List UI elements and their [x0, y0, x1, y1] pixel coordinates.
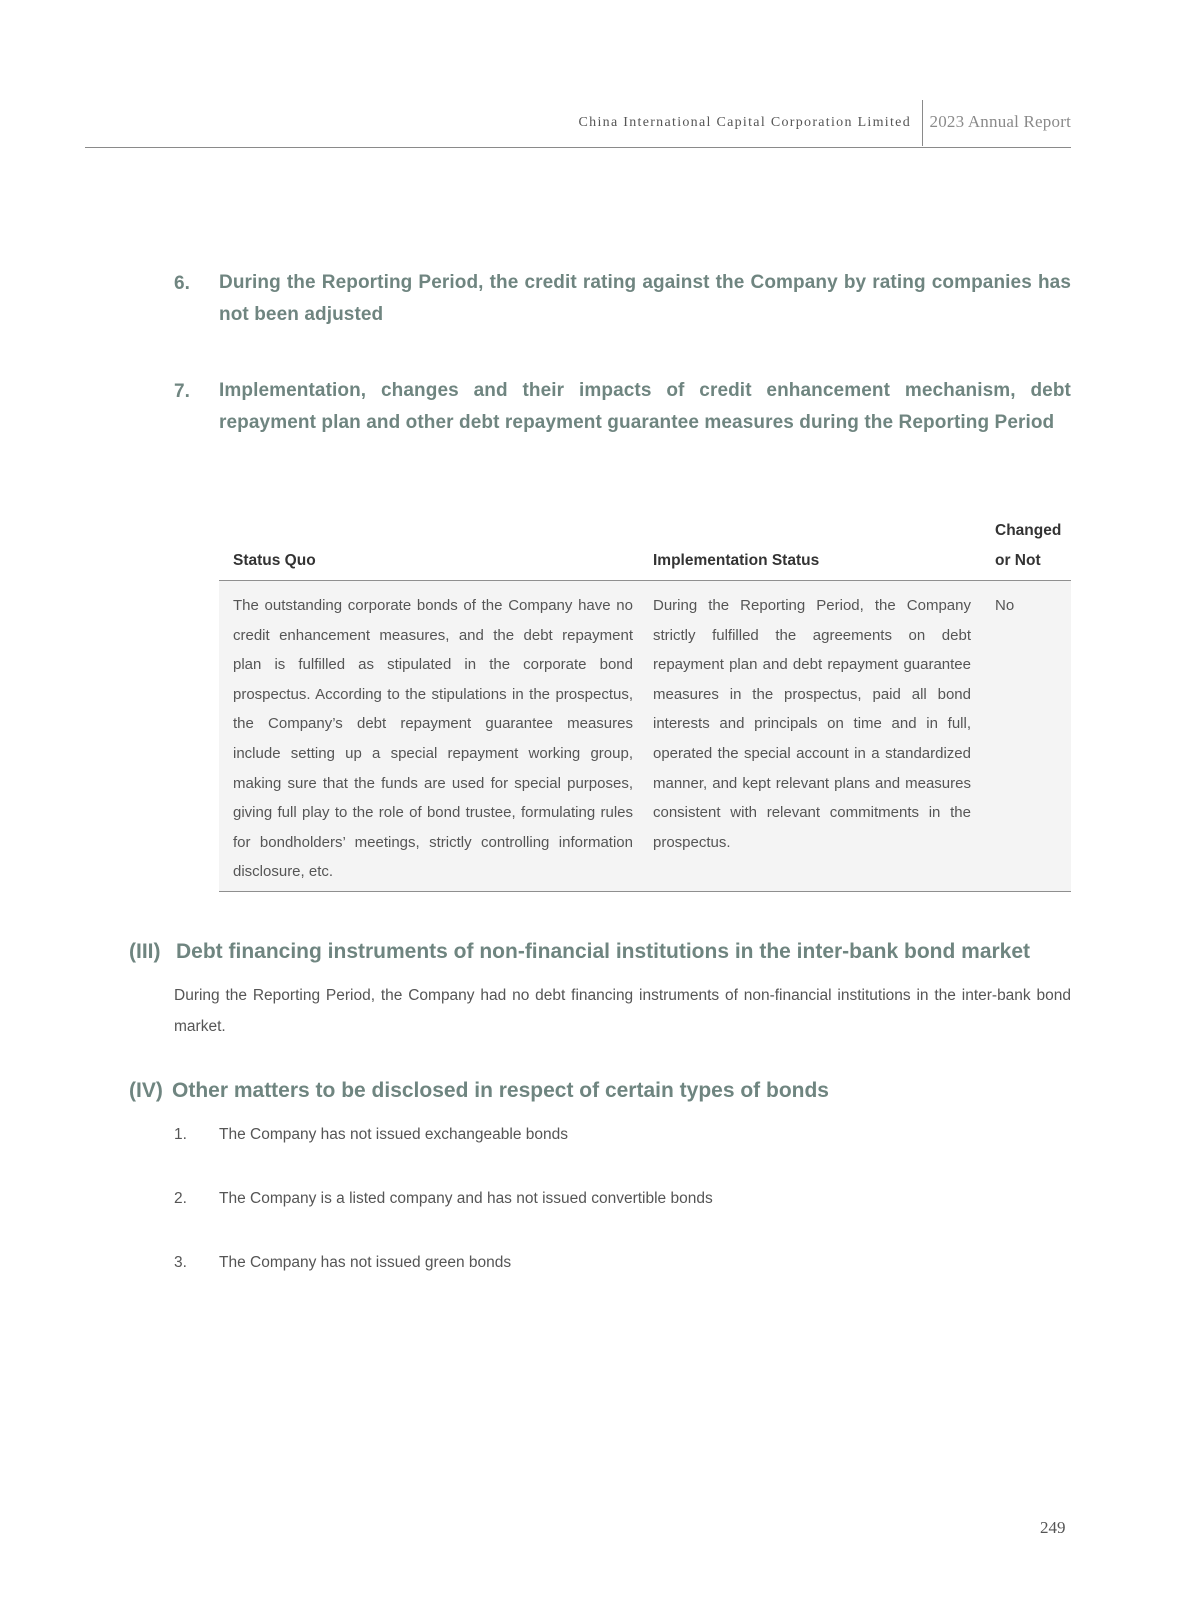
section-iii-title: Debt financing instruments of non-financial institutions in the inter-bank bond market — [176, 940, 1031, 963]
page-header — [85, 100, 1071, 148]
section-iv-heading — [129, 1079, 829, 1103]
table-row — [219, 581, 1071, 892]
table-header — [219, 518, 1071, 581]
header-implementation-status: Implementation Status — [653, 552, 820, 569]
item-6-heading: During the Reporting Period, the credit rating against the Company by rating companies has not been adjusted — [219, 272, 1071, 325]
list-item-2-text: The Company is a listed company and has not issued convertible bonds — [219, 1190, 713, 1207]
list-item-3-number: 3. — [174, 1254, 187, 1271]
cell-implementation-status: During the Reporting Period, the Company strictly fulfilled the agreements on debt repayment plan and debt repayment guarantee measures in the prospectus, paid all bond interests and principals on time and in full, operated the special account in a standardized manner, and kept relevant plans and measures consistent with relevant commitments in the prospectus. — [653, 597, 971, 851]
section-iii-body: During the Reporting Period, the Company had no debt financing instruments of non-financial institutions in the inter-bank bond market. — [174, 987, 1071, 1035]
report-title: 2023 Annual Report — [929, 112, 1071, 131]
section-iii-roman: (III) — [129, 940, 161, 963]
company-name: China International Capital Corporation Limited — [578, 115, 911, 130]
cell-status-quo: The outstanding corporate bonds of the Company have no credit enhancement measures, and the debt repayment plan is fulfilled as stipulated in the corporate bond prospectus. According to the stipulations in the prospectus, the Company’s debt repayment guarantee measures include setting up a special repayment working group, making sure that the funds are used for special purposes, giving full play to the role of bond trustee, formulating rules for bondholders’ meetings, strictly controlling information disclosure, etc. — [233, 597, 633, 881]
page-number: 249 — [1040, 1518, 1066, 1537]
list-item-1-number: 1. — [174, 1126, 187, 1143]
credit-enhancement-table — [219, 518, 1071, 892]
header-divider — [922, 100, 923, 146]
section-iii-heading — [129, 940, 1030, 964]
item-6-number: 6. — [174, 273, 190, 294]
header-changed-line2: or Not — [995, 552, 1041, 569]
section-iv-roman: (IV) — [129, 1079, 163, 1102]
section-iv-title: Other matters to be disclosed in respect of certain types of bonds — [172, 1079, 829, 1102]
list-item-2-number: 2. — [174, 1190, 187, 1207]
header-status-quo: Status Quo — [233, 552, 316, 569]
cell-changed-or-not: No — [995, 597, 1015, 614]
item-7-heading: Implementation, changes and their impacts of credit enhancement mechanism, debt repayment plan and other debt repayment guarantee measures during the Reporting Period — [219, 380, 1071, 433]
list-item-3-text: The Company has not issued green bonds — [219, 1254, 512, 1271]
header-changed-line1: Changed — [995, 522, 1062, 539]
list-item-1-text: The Company has not issued exchangeable bonds — [219, 1126, 568, 1143]
item-7-number: 7. — [174, 381, 190, 402]
